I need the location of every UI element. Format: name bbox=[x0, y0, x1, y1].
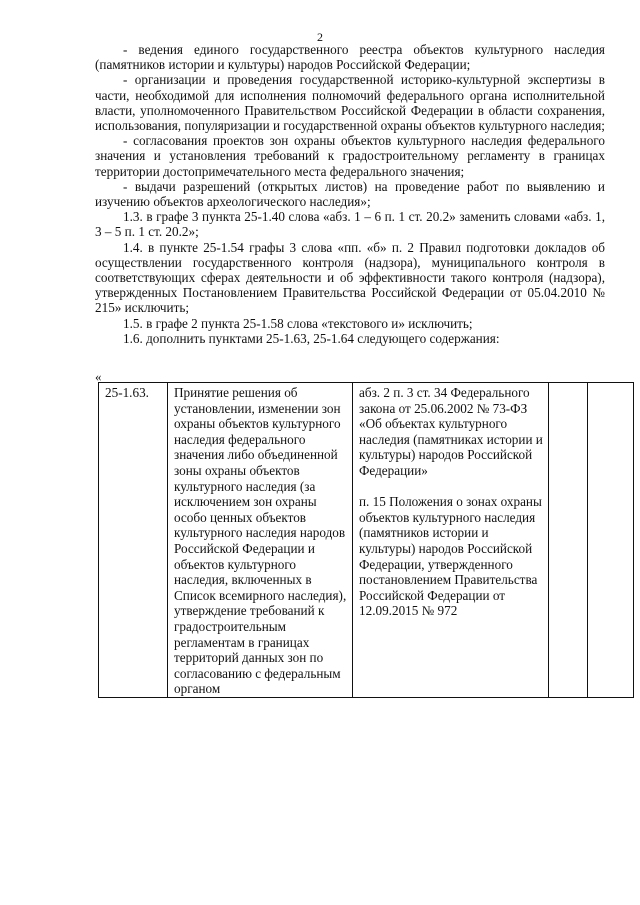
legal-basis-regulation: п. 15 Положения о зонах охраны объектов культурного наследия (памятников истории и культуры) народов Российской Федерации, утвержденного постановлением Правительства Российской Федерации от 12.09.2015 № 972 bbox=[359, 494, 542, 619]
list-item-expertise: - организации и проведения государственной историко-культурной экспертизы в части, необходимой для исполнения полномочий федерального органа исполнительной власти, уполномоченного Правительством Российской Федерации в области сохранения, использования, популяризации и государственной охраны объектов культурного наследия; bbox=[95, 72, 605, 134]
amendment-1-3: 1.3. в графе 3 пункта 25-1.40 слова «абз. 1 – 6 п. 1 ст. 20.2» заменить словами «абз. 1, 3 – 5 п. 1 ст. 20.2»; bbox=[95, 209, 605, 240]
table-row bbox=[99, 383, 634, 698]
legal-basis-spacer bbox=[359, 479, 544, 495]
amendment-1-5: 1.5. в графе 2 пункта 25-1.58 слова «текстового и» исключить; bbox=[123, 315, 473, 331]
document-body bbox=[95, 42, 605, 346]
legal-basis-federal-law: абз. 2 п. 3 ст. 34 Федерального закона от 25.06.2002 № 73-ФЗ «Об объектах культурного наследия (памятниках истории и культуры) народов Российской Федерации» bbox=[359, 385, 543, 478]
amendment-1-4: 1.4. в пункте 25-1.54 графы 3 слова «пп. «б» п. 2 Правил подготовки докладов об осуществлении государственного контроля (надзора), муниципального контроля в соответствующих сферах деятельности и об эффективности такого контроля (надзора), утвержденных Постановлением Правительства Российской Федерации от 05.04.2010 № 215» исключить; bbox=[95, 239, 605, 316]
list-item-registry: - ведения единого государственного реестра объектов культурного наследия (памятников истории и культуры) народов Российской Федерации; bbox=[95, 42, 605, 73]
row-empty-cell-5 bbox=[588, 383, 634, 698]
row-empty-cell-4 bbox=[549, 383, 588, 698]
page-number: 2 bbox=[317, 30, 323, 44]
row-name-cell: Принятие решения об установлении, изменении зон охраны объектов культурного наследия федерального значения либо объединенной зоны охраны объектов культурного наследия (за исключением зон охраны особо ценных объектов культурного наследия народов Российской Федерации и объектов культурного наследия, включенных в Список всемирного наследия), утверждение требований к градостроительным регламентам в границах территорий данных зон по согласованию с федеральным органом bbox=[168, 383, 353, 698]
amendments-table bbox=[98, 382, 634, 698]
list-item-permits: - выдачи разрешений (открытых листов) на проведение работ по выявлению и изучению объектов археологического наследия»; bbox=[95, 178, 605, 210]
list-item-protection-zones: - согласования проектов зон охраны объектов культурного наследия федерального значения и установления требований к градостроительному регламенту в границах территории достопримечательного места федерального значения; bbox=[95, 133, 605, 179]
row-number-cell: 25-1.63. bbox=[99, 383, 168, 698]
row-legal-basis-cell bbox=[353, 383, 549, 698]
amendment-1-6: 1.6. дополнить пунктами 25-1.63, 25-1.64 следующего содержания: bbox=[123, 330, 500, 346]
opening-quote-mark: « bbox=[95, 369, 102, 384]
